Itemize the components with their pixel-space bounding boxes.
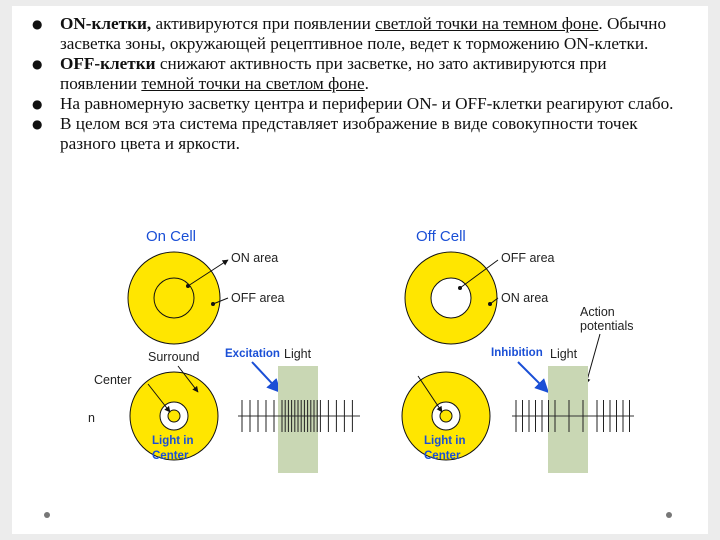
bullet-item [30, 14, 680, 54]
bullet-dot-icon: ● [32, 97, 43, 111]
bullet-text: . [364, 74, 369, 93]
bullet-dot-icon: ● [32, 57, 43, 71]
excitation-label: Excitation [225, 348, 280, 360]
receptive-field-figure [88, 216, 653, 474]
bullet-dot-icon: ● [32, 117, 43, 131]
bullet-list [30, 14, 680, 154]
bullet-text: В целом вся эта система представляет изображение в виде совокупности точек разного цвета и яркости. [60, 114, 638, 153]
bullet-item [30, 114, 680, 154]
potentials-label: potentials [580, 319, 634, 333]
bullet-text: снижают активность при засветке, но зато активируются при появлении [60, 54, 607, 93]
bullet-item [30, 54, 680, 94]
light-band-2 [548, 366, 588, 473]
off-cell-title: Off Cell [416, 228, 466, 245]
slide-pin-right [666, 512, 672, 518]
bullet-underlined: светлой точки на темном фоне [375, 14, 599, 33]
light-in-label: Light in [152, 435, 194, 447]
bullet-item [30, 94, 680, 114]
bullet-bold: ON-клетки, [60, 14, 152, 33]
center-bottom-label: Center [152, 450, 189, 462]
off-area-label-2: OFF area [501, 251, 555, 265]
edge-mark: n [88, 411, 95, 425]
slide-pin-left [44, 512, 50, 518]
bullet-text: На равномерную засветку центра и периферии ON- и OFF-клетки реагируют слабо. [60, 94, 674, 113]
surround-label: Surround [148, 350, 200, 364]
bullet-text: . Обычно засветка зоны, окружающей рецептивное поле, ведет к торможению ON-клетки. [60, 14, 667, 53]
bullet-dot-icon: ● [32, 17, 43, 31]
bullet-bold: OFF-клетки [60, 54, 156, 73]
bullet-text: активируются при появлении [151, 14, 376, 33]
off-area-label: OFF area [231, 291, 285, 305]
center-bottom-label-2: Center [424, 450, 461, 462]
light-label-2: Light [550, 347, 578, 361]
light-label: Light [284, 347, 312, 361]
light-in-label-2: Light in [424, 435, 466, 447]
action-label: Action [580, 305, 615, 319]
bullet-underlined: темной точки на светлом фоне [141, 74, 365, 93]
inhibition-label: Inhibition [491, 347, 543, 359]
on-cell-title: On Cell [146, 228, 197, 245]
on-area-label: ON area [231, 251, 279, 265]
center-label: Center [94, 373, 132, 387]
on-area-label-2: ON area [501, 291, 549, 305]
